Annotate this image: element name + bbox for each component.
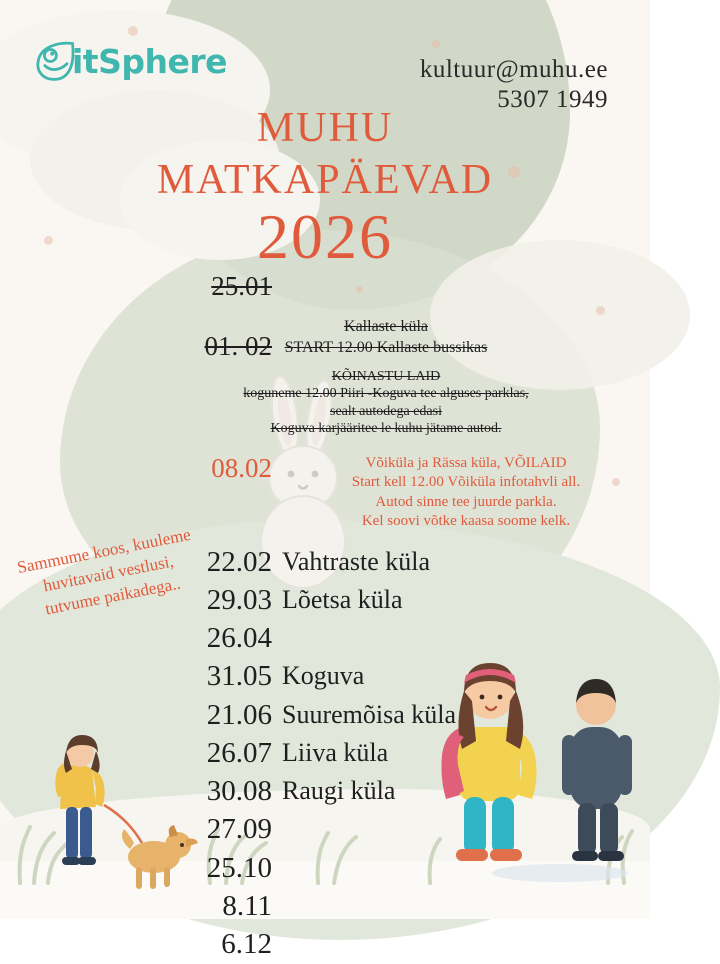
schedule-description: Lõetsa küla: [282, 584, 403, 614]
schedule-row: [0, 314, 650, 364]
schedule-date: 25.10: [206, 851, 272, 884]
contact-phone[interactable]: 5307 1949: [497, 86, 608, 113]
schedule-description-line: Start kell 12.00 Võiküla infotahvli all.: [351, 474, 581, 490]
schedule-description: [282, 850, 650, 852]
schedule-row: [0, 270, 650, 304]
schedule-description-line: Kallaste küla: [344, 317, 428, 335]
schedule-date: 8.11: [222, 889, 272, 922]
schedule-date: 25.01: [211, 271, 272, 301]
slogan-text: Sammume koos, kuuleme huvitavaid vestlusi, tutvume paikadega..: [15, 524, 193, 619]
schedule-description-line: Autod sinne tee juurde parkla.: [375, 493, 557, 510]
contact-email[interactable]: kultuur@muhu.ee: [419, 56, 608, 83]
schedule-description: Suuremõisa küla: [282, 699, 457, 729]
schedule-description: [282, 926, 650, 928]
brand-logo-text: itSphere: [72, 41, 228, 81]
schedule-row: [0, 697, 650, 733]
title-line-2: MATKAPÄEVAD: [156, 157, 494, 203]
schedule-row: [0, 926, 650, 962]
schedule-description-line: KÕINASTU LAID: [331, 368, 441, 384]
brand-logo: [32, 38, 227, 84]
schedule-date: 30.08: [206, 775, 272, 807]
schedule-description: [282, 270, 650, 272]
schedule-list: [0, 270, 650, 964]
schedule-row: [0, 620, 650, 656]
schedule-date: 29.03: [206, 583, 272, 616]
schedule-description-line: START 12.00 Kallaste bussikas: [284, 339, 488, 357]
schedule-description: [122, 314, 650, 359]
schedule-row: [0, 811, 650, 847]
schedule-row: [0, 366, 650, 438]
schedule-date: 08.02: [211, 452, 272, 483]
schedule-description-line: Kel soovi võtke kaasa soome kelk.: [361, 513, 571, 529]
title-year: 2026: [257, 201, 393, 272]
leaf-bird-logo-icon: [32, 38, 78, 84]
schedule-description: [282, 888, 650, 890]
schedule-description: [282, 811, 650, 813]
schedule-row: [0, 658, 650, 694]
decorative-dot: [128, 26, 138, 36]
schedule-description: Koguva: [282, 661, 365, 691]
schedule-row: [0, 452, 650, 532]
schedule-date: 27.09: [206, 813, 272, 846]
schedule-date: 6.12: [221, 928, 272, 960]
schedule-row: [0, 888, 650, 924]
title-line-1: MUHU: [256, 105, 394, 151]
schedule-date: 22.02: [206, 545, 272, 578]
decorative-dot: [432, 40, 440, 48]
schedule-description-line: Koguva karjääritee le kuhu jätame autod.: [270, 421, 502, 436]
schedule-row: [0, 735, 650, 771]
schedule-description: Raugi küla: [282, 776, 396, 805]
schedule-description: [282, 620, 650, 622]
schedule-row: [0, 850, 650, 886]
schedule-description-line: kogunemе 12.00 Piiri -Koguva tee alguses parklas,: [243, 386, 529, 401]
schedule-description: Vahtraste küla: [282, 546, 431, 576]
schedule-description-line: Võiküla ja Rässa küla, VÕILAID: [365, 454, 567, 471]
schedule-date: 26.07: [206, 736, 272, 769]
schedule-date: 26.04: [206, 622, 272, 654]
schedule-description: [282, 452, 650, 532]
schedule-description: Liiva küla: [282, 737, 389, 767]
schedule-date: 21.06: [206, 698, 272, 731]
schedule-date: 01. 02: [204, 330, 272, 361]
schedule-date: 31.05: [206, 660, 272, 693]
schedule-description-line: sealt autodega edasi: [330, 403, 442, 419]
page-title: [0, 104, 650, 274]
schedule-row: [0, 773, 650, 809]
schedule-description: [122, 366, 650, 438]
